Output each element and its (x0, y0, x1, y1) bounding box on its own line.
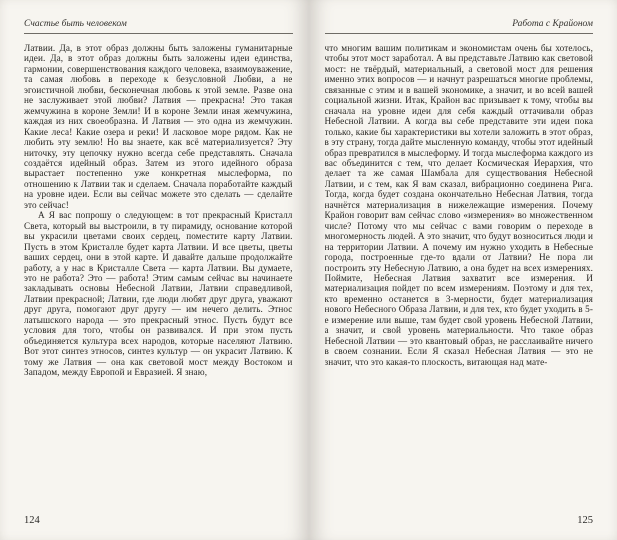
right-page (309, 0, 617, 540)
paragraph: А Я вас попрошу о следующем: в тот прекрасный Кристалл Света, который вы выстроили, в ту пирамиду, основание которой вы украсили цветами своих сердец, поместите карту Латвии. Пусть в этом Кристалле будет карта Латвии. И все цветы, цветы ваших сердец, они в этой карте. И давайте дальше продолжайте работу, а у нас в Кристалле Света — карта Латвии. Вы думаете, это не работа? Это — работа! Этим самым сейчас вы начинаете закладывать основы Небесной Латвии, Латвии справедливой, Латвии прекрасной; Латвии, где люди любят друг друга, уважают друг друга, помогают друг другу — им нечего делить. Этнос латышского народа — это прекрасный этнос. Пусть будут все условия для того, чтобы он развивался. И при этом пусть объединяется культура всех народов, которые населяют Латвию. Вот этот синтез этносов, синтез культур — он украсит Латвию. К тому же Латвия — она как световой мост между Востоком и Западом, между Европой и Евразией. Я знаю, (24, 210, 293, 378)
left-running-header-text: Счастье быть человеком (24, 19, 127, 29)
left-text-block (24, 43, 293, 508)
right-page-number: 125 (577, 515, 593, 526)
right-running-header-text: Работа с Крайоном (512, 19, 593, 29)
left-page-number: 124 (24, 515, 40, 526)
right-text-block (325, 43, 594, 508)
paragraph: что многим вашим политикам и экономистам очень бы хотелось, чтобы этот мост заработал. А вы представьте Латвию как световой мост: не твёрдый, материальный, а световой мост для решения именно этих вопросов — и начнут разрешаться многие проблемы, связанные с этим и в вашей экономике, а значит, и во всей вашей социальной жизни. Итак, Крайон вас призывает к тому, чтобы вы сначала на уровне идеи для себя каждый оттачивали образ Небесной Латвии. А когда вы себе представите эти идеи пока только, какие бы характеристики вы хотели заложить в этот образ, в эту страну, тогда дайте мысленную команду, чтобы этот идейный образ превратился в мыслеформу. И тогда мыслеформа каждого из вас объединится с тем, что делает Космическая Иерархия, что делает та же самая Шамбала для существования Небесной Латвии, и с тем, как Я вам сказал, вибрационно соединена Рига. Тогда, когда будет создана окончательно Небесная Латвия, тогда начнётся материализация в нижележащие измерения. Почему Крайон говорит вам сейчас слово «измерения» во множественном числе? Потому что мы сейчас с вами говорим о переходе в многомерность людей. А это значит, что будут возноситься люди и на территории Латвии. А почему им нужно уходить в Небесные города, построенные где-то вдали от Латвии? Не пора ли построить эту Небесную Латвию, а она будет на всех измерениях. Поймите, Небесная Латвия захватит все измерения. И материализация пойдет по всем измерениям. Поэтому и для тех, кто временно останется в 3-мерности, будет материализация нового Небесного Образа Латвии, и для тех, кто будет уходить в 5-е измерение или выше, там будет свой уровень Небесной Латвии, а значит, и свой уровень материальности. Что такое образ Небесной Латвии — это квантовый образ, не расслаивайте ничего в своем сознании. Если Я сказал Небесная Латвия — это не значит, что это какая-то плоскость, витающая над мате- (324, 43, 593, 367)
paragraph: Латвии. Да, в этот образ должны быть заложены гуманитарные идеи. Да, в этот образ должны быть заложены идеи единства, гармонии, совершенствования каждого человека, взаимоуважение, та самая любовь в переходе к безусловной Любви, а не эгоистичной любви, бесконечная любовь к этой земле. Разве она не заслуживает этой любви? Латвия — прекрасна! Это такая жемчужина в короне Земли! И в короне Земли иная жемчужина, каждая из них своеобразна. И Латвия — это одна из жемчужин. Какие леса! Какие озера и реки! И ласковое море рядом. Как не любить эту землю! Но вы знаете, как всё материализуется? Эту ниточку, эту цепочку нужно всегда себе представлять. Сначала создаётся идейный образ. Затем из этого идейного образа вырастает постепенно уже конкретная мыслеформа, по отношению к Латвии так и сделаем. Сначала поработайте каждый на уровне идеи. Если вы сейчас можете это сделать — сделайте это сейчас! (24, 43, 293, 210)
right-running-header (325, 18, 594, 34)
left-running-header (24, 18, 293, 34)
